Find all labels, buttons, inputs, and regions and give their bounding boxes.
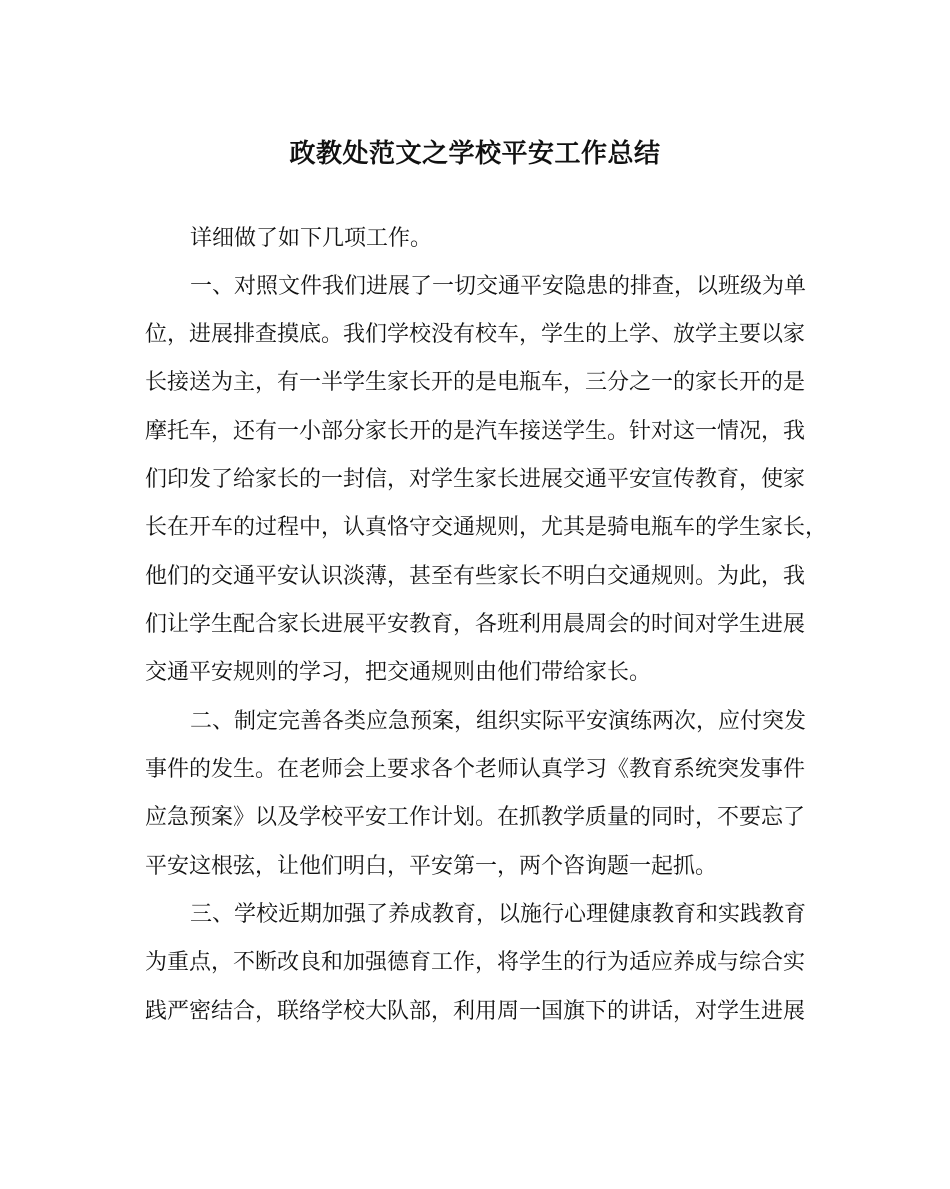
paragraph-line: 长接送为主，有一半学生家长开的是电瓶车，三分之一的家长开的是 [145,370,806,395]
paragraph-line: 应急预案》以及学校平安工作计划。在抓教学质量的同时，不要忘了 [145,805,806,830]
paragraph-line: 为重点，不断改良和加强德育工作，将学生的行为适应养成与综合实 [145,950,806,975]
paragraph-line: 践严密结合，联络学校大队部，利用周一国旗下的讲话，对学生进展 [145,999,806,1024]
paragraph-line: 平安这根弦，让他们明白，平安第一，两个咨询题一起抓。 [145,854,718,879]
paragraph-line: 三、学校近期加强了养成教育，以施行心理健康教育和实践教育 [190,902,807,927]
paragraph-line: 长在开车的过程中，认真恪守交通规则，尤其是骑电瓶车的学生家长， [145,515,828,540]
document-title: 政教处范文之学校平安工作总结 [289,139,661,169]
paragraph-line: 一、对照文件我们进展了一切交通平安隐患的排查，以班级为单 [190,274,807,299]
paragraph-line: 事件的发生。在老师会上要求各个老师认真学习《教育系统突发事件 [145,757,806,782]
paragraph-line: 交通平安规则的学习，把交通规则由他们带给家长。 [145,660,652,685]
paragraph-line: 详细做了如下几项工作。 [190,226,433,251]
paragraph-line: 他们的交通平安认识淡薄，甚至有些家长不明白交通规则。为此，我 [145,564,806,589]
paragraph-line: 摩托车，还有一小部分家长开的是汽车接送学生。针对这一情况，我 [145,419,806,444]
paragraph-line: 位，进展排查摸底。我们学校没有校车，学生的上学、放学主要以家 [145,322,806,347]
paragraph-line: 们印发了给家长的一封信，对学生家长进展交通平安宣传教育，使家 [145,467,806,492]
paragraph-line: 们让学生配合家长进展平安教育，各班利用晨周会的时间对学生进展 [145,612,806,637]
paragraph-line: 二、制定完善各类应急预案，组织实际平安演练两次，应付突发 [190,709,807,734]
